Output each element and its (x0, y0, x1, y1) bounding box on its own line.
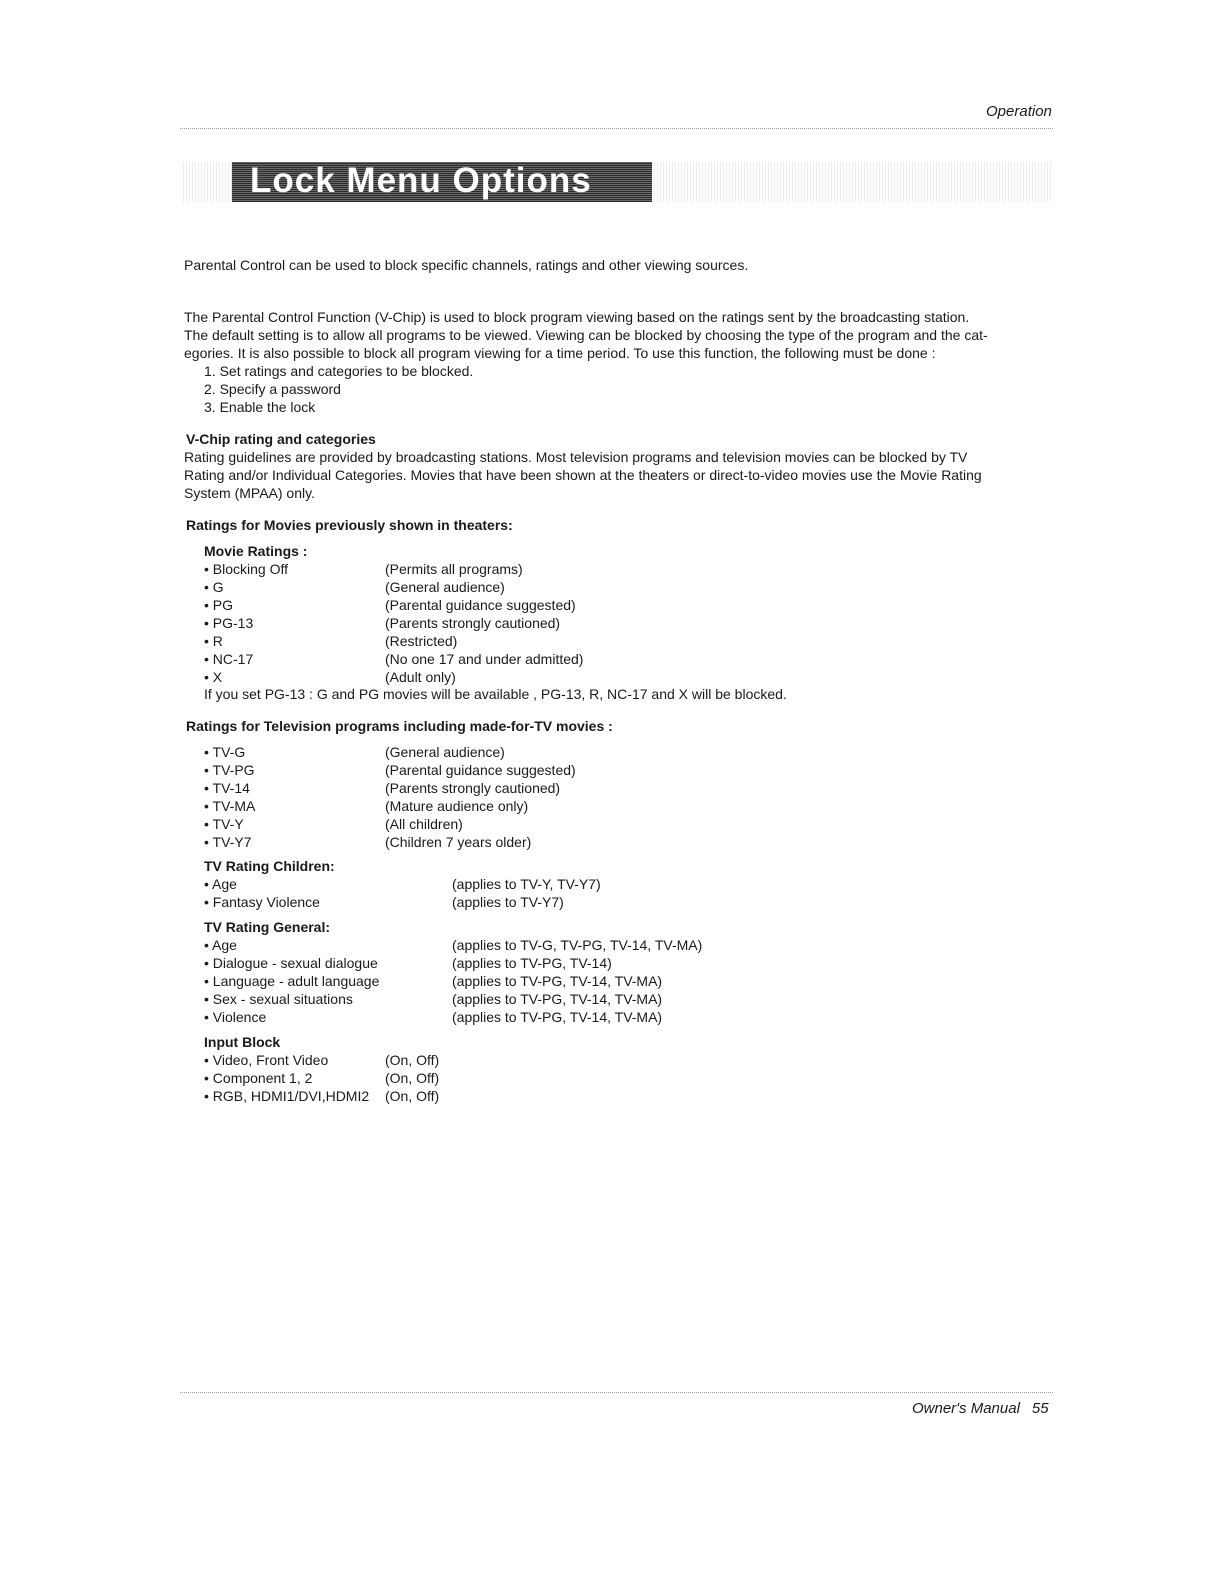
rating-description: (All children) (385, 816, 463, 832)
rating-label: • NC-17 (204, 651, 254, 667)
tv-general-heading: TV Rating General: (204, 919, 331, 935)
rating-label: • PG-13 (204, 615, 254, 631)
rating-label: • RGB, HDMI1/DVI,HDMI2 (204, 1088, 370, 1104)
rating-description: (Children 7 years older) (385, 834, 532, 850)
input-block-heading: Input Block (204, 1034, 281, 1050)
rating-label: • R (204, 633, 223, 649)
rating-description: (applies to TV-PG, TV-14, TV-MA) (452, 973, 663, 989)
rating-label: • TV-MA (204, 798, 256, 814)
rating-label: • TV-Y7 (204, 834, 252, 850)
rating-label: • PG (204, 597, 234, 613)
vchip-intro-line: The Parental Control Function (V-Chip) is used to block program viewing based on the ratings sent by the broadcasting station. (184, 309, 970, 325)
rating-description: (No one 17 and under admitted) (385, 651, 584, 667)
rating-description: (On, Off) (385, 1052, 440, 1068)
rating-description: (General audience) (385, 579, 505, 595)
rating-description: (Parental guidance suggested) (385, 597, 576, 613)
rating-description: (Parents strongly cautioned) (385, 780, 561, 796)
rating-label: • Blocking Off (204, 561, 289, 577)
rating-label: • TV-G (204, 744, 246, 760)
rating-label: • Age (204, 876, 237, 892)
movies-note: If you set PG-13 : G and PG movies will be available , PG-13, R, NC-17 and X will be blocked. (204, 686, 787, 702)
page-number: 55 (1031, 1400, 1049, 1417)
rating-label: • Component 1, 2 (204, 1070, 313, 1086)
section-header: Operation (986, 103, 1052, 120)
step-item: 3. Enable the lock (204, 399, 316, 415)
rating-description: (On, Off) (385, 1088, 440, 1104)
rating-description: (General audience) (385, 744, 505, 760)
rating-label: • G (204, 579, 224, 595)
vchip-text-line: Rating and/or Individual Categories. Movies that have been shown at the theaters or direct-to-video movies use the Movie Rating (184, 467, 982, 483)
rating-description: (applies to TV-PG, TV-14) (452, 955, 612, 971)
rating-label: • X (204, 669, 223, 685)
footer-rule (180, 1392, 1053, 1393)
rating-label: • Video, Front Video (204, 1052, 329, 1068)
rating-description: (Adult only) (385, 669, 456, 685)
footer-title: Owner's Manual (912, 1400, 1020, 1417)
vchip-heading: V-Chip rating and categories (186, 431, 376, 447)
intro-paragraph: Parental Control can be used to block specific channels, ratings and other viewing sources. (184, 257, 749, 273)
rating-label: • Age (204, 937, 237, 953)
movies-heading: Ratings for Movies previously shown in theaters: (186, 517, 513, 533)
rating-description: (Permits all programs) (385, 561, 523, 577)
rating-label: • Violence (204, 1009, 267, 1025)
step-item: 2. Specify a password (204, 381, 341, 397)
tv-children-heading: TV Rating Children: (204, 858, 335, 874)
page-title: Lock Menu Options (250, 161, 592, 200)
rating-label: • Sex - sexual situations (204, 991, 353, 1007)
rating-label: • Dialogue - sexual dialogue (204, 955, 378, 971)
vchip-text-line: System (MPAA) only. (184, 485, 315, 501)
rating-label: • TV-Y (204, 816, 244, 832)
rating-label: • TV-PG (204, 762, 255, 778)
rating-description: (Restricted) (385, 633, 458, 649)
rating-description: (applies to TV-PG, TV-14, TV-MA) (452, 991, 663, 1007)
rating-description: (Mature audience only) (385, 798, 529, 814)
step-item: 1. Set ratings and categories to be blocked. (204, 363, 474, 379)
rating-description: (applies to TV-Y7) (452, 894, 564, 910)
header-rule (180, 128, 1053, 129)
rating-description: (applies to TV-G, TV-PG, TV-14, TV-MA) (452, 937, 703, 953)
vchip-text-line: Rating guidelines are provided by broadcasting stations. Most television programs and television movies can be blocked by TV (184, 449, 968, 465)
rating-description: (On, Off) (385, 1070, 440, 1086)
tv-heading: Ratings for Television programs including made-for-TV movies : (186, 718, 613, 734)
vchip-intro-line: The default setting is to allow all programs to be viewed. Viewing can be blocked by choosing the type of the program and the cat- (184, 327, 988, 343)
vchip-intro-line: egories. It is also possible to block all program viewing for a time period. To use this function, the following must be done : (184, 345, 936, 361)
rating-description: (applies to TV-PG, TV-14, TV-MA) (452, 1009, 663, 1025)
rating-description: (Parents strongly cautioned) (385, 615, 561, 631)
rating-label: • Language - adult language (204, 973, 380, 989)
footer (912, 1400, 1049, 1417)
rating-label: • TV-14 (204, 780, 250, 796)
rating-description: (applies to TV-Y, TV-Y7) (452, 876, 601, 892)
rating-label: • Fantasy Violence (204, 894, 320, 910)
movie-ratings-subheading: Movie Ratings : (204, 543, 308, 559)
rating-description: (Parental guidance suggested) (385, 762, 576, 778)
